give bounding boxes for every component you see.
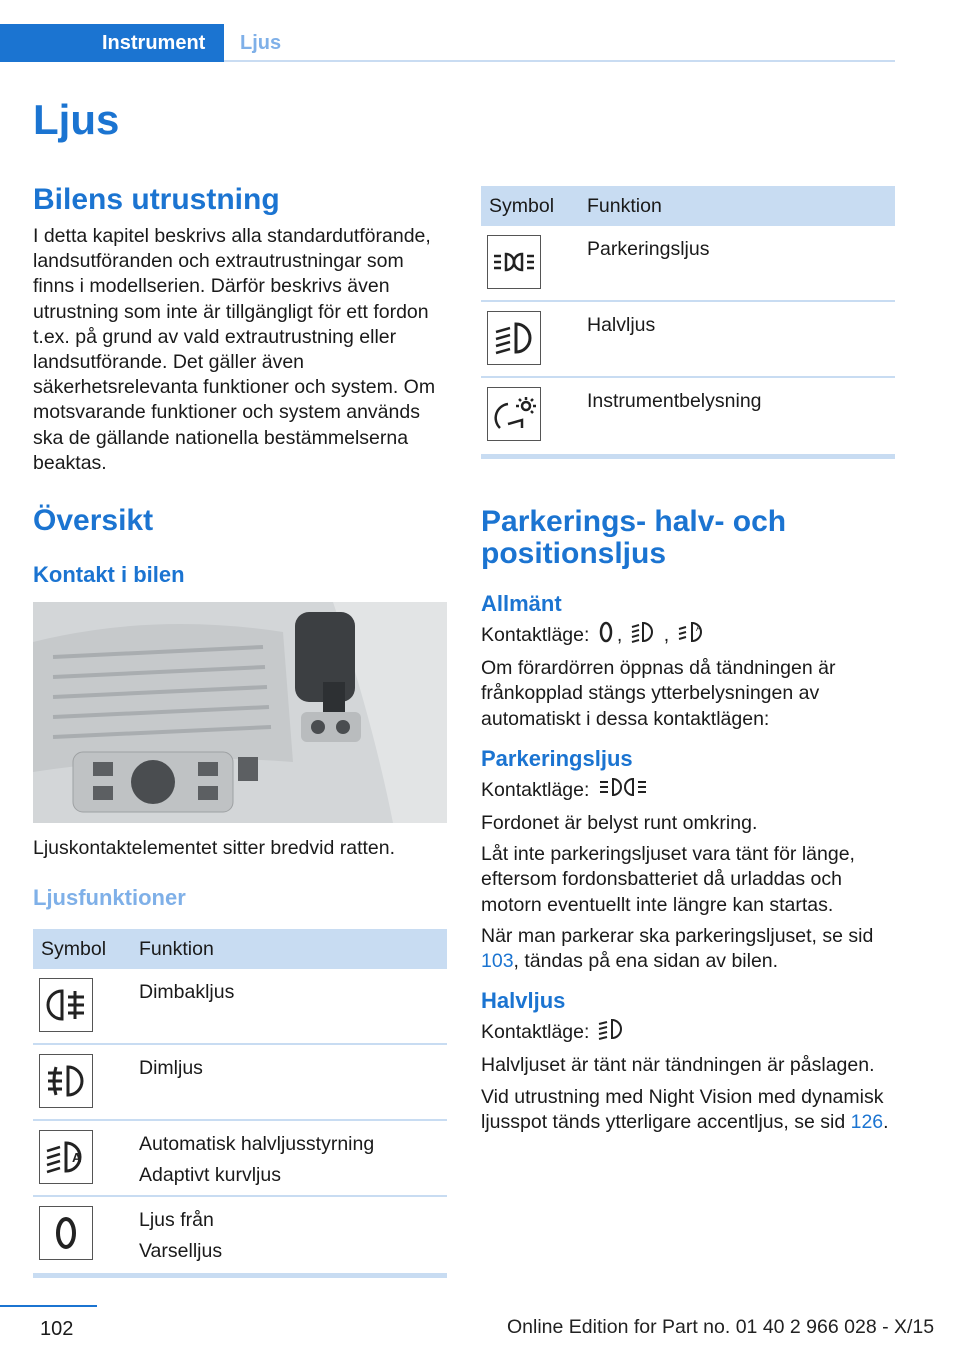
general-body: Om förardörren öppnas då tändningen är frånkopplad stängs ytterbelysningen av automatiskt i dessa kontaktlägen: bbox=[481, 657, 836, 730]
heading-line: positionsljus bbox=[481, 537, 667, 570]
parking-contact-line bbox=[481, 776, 897, 805]
front-fog-light-icon bbox=[39, 1054, 93, 1108]
lowbeam-contact-line bbox=[481, 1018, 897, 1047]
text: . bbox=[883, 1110, 889, 1133]
row-text: Automatisk halvljusstyrning bbox=[139, 1133, 375, 1155]
row-text: Parkeringsljus bbox=[587, 238, 710, 260]
table-row bbox=[33, 1045, 447, 1121]
col-symbol: Symbol bbox=[489, 194, 555, 217]
parking-light-icon bbox=[487, 235, 541, 289]
row-text: Varselljus bbox=[139, 1240, 223, 1262]
lowbeam-p2 bbox=[481, 1085, 897, 1135]
col-symbol: Symbol bbox=[41, 937, 107, 960]
equipment-heading: Bilens utrustning bbox=[33, 183, 280, 216]
table-row bbox=[33, 1121, 447, 1197]
heading-line: Parkerings- halv- och bbox=[481, 505, 787, 538]
overview-heading: Översikt bbox=[33, 504, 154, 537]
light-symbols-table bbox=[481, 186, 895, 459]
parking-p1: Fordonet är belyst runt omkring. bbox=[481, 812, 758, 835]
col-function: Funktion bbox=[587, 194, 662, 217]
page-link-126[interactable]: 126 bbox=[850, 1110, 884, 1133]
contact-label: Kontaktläge: bbox=[481, 1021, 590, 1043]
parking-heading: Parkeringsljus bbox=[481, 745, 633, 771]
contact-label: Kontaktläge: bbox=[481, 623, 590, 646]
edition-text: Online Edition for Part no. 01 40 2 966 028 - X/15 bbox=[507, 1316, 935, 1338]
text: , tändas på ena sidan av bilen. bbox=[513, 950, 779, 973]
parking-section-heading bbox=[481, 506, 895, 570]
table-end-rule bbox=[481, 454, 895, 459]
lowbeam-p1: Halvljuset är tänt när tändningen är påslagen. bbox=[481, 1054, 875, 1077]
rear-fog-light-icon bbox=[39, 978, 93, 1032]
parking-section-body bbox=[481, 591, 897, 1135]
equipment-body: I detta kapitel beskrivs alla standardutförande, landsutföranden och extrautrustningar som finns i modellserien. Därför beskrivs även utrustning som inte är tillgängligt för ett fordon t.ex. på grund av vald extrautrustning eller landsutförande. Det gäller även säkerhetsrelevanta funktioner och system. Om motsvarande funktioner och system används ska de gällande nationella bestämmelserna beaktas. bbox=[33, 225, 436, 474]
row-text: Dimbakljus bbox=[139, 981, 235, 1003]
general-contact-line bbox=[481, 621, 897, 650]
table-header bbox=[481, 186, 895, 226]
table-end-rule bbox=[33, 1273, 447, 1278]
row-text: Instrumentbelysning bbox=[587, 390, 762, 412]
page-number: 102 bbox=[40, 1318, 74, 1340]
section-equipment bbox=[33, 184, 449, 476]
instrument-lighting-icon bbox=[487, 387, 541, 441]
lights-off-icon bbox=[39, 1206, 93, 1260]
tab-ljus[interactable]: Ljus bbox=[240, 32, 282, 54]
table-row bbox=[33, 1197, 447, 1273]
row-text: Dimljus bbox=[139, 1057, 203, 1079]
auto-low-beam-icon bbox=[39, 1130, 93, 1184]
table-header bbox=[33, 929, 447, 969]
text: När man parkerar ska parkeringsljuset, se sid bbox=[481, 924, 874, 947]
functions-heading: Ljusfunktioner bbox=[33, 885, 186, 910]
lights-off-icon bbox=[598, 621, 614, 650]
svg-text:A: A bbox=[72, 1150, 82, 1165]
light-functions-table bbox=[33, 929, 447, 1278]
separator: , bbox=[663, 623, 670, 646]
parking-p3 bbox=[481, 924, 897, 974]
table-row bbox=[33, 969, 447, 1045]
footer-rule bbox=[0, 1305, 97, 1307]
overview-subheading: Kontakt i bilen bbox=[33, 562, 185, 587]
light-switch-photo bbox=[33, 602, 447, 823]
low-beam-icon bbox=[598, 1018, 628, 1047]
page-title: Ljus bbox=[33, 96, 120, 143]
general-heading: Allmänt bbox=[481, 591, 562, 616]
table-row bbox=[481, 302, 895, 378]
parking-p2: Låt inte parkeringsljuset vara tänt för länge, eftersom fordonsbatteriet då urladdas och motorn eventuellt inte längre kan startas. bbox=[481, 843, 855, 916]
auto-low-beam-icon bbox=[678, 621, 708, 650]
col-function: Funktion bbox=[139, 937, 214, 960]
svg-text:A: A bbox=[695, 624, 701, 633]
header-divider bbox=[224, 60, 895, 62]
table-row bbox=[481, 226, 895, 302]
parking-light-icon bbox=[631, 621, 661, 650]
row-text: Adaptivt kurvljus bbox=[139, 1164, 281, 1186]
separator: , bbox=[616, 623, 623, 646]
parking-light-icon bbox=[598, 776, 648, 805]
page-link-103[interactable]: 103 bbox=[481, 950, 514, 973]
lowbeam-heading: Halvljus bbox=[481, 988, 566, 1014]
photo-caption: Ljuskontaktelementet sitter bredvid ratten. bbox=[33, 837, 396, 859]
contact-label: Kontaktläge: bbox=[481, 778, 590, 801]
row-text: Halvljus bbox=[587, 314, 656, 336]
table-row bbox=[481, 378, 895, 454]
tab-instrument[interactable]: Instrument bbox=[102, 32, 206, 54]
text: Vid utrustning med Night Vision med dynamisk ljusspot tänds ytterligare accentljus, se sid bbox=[481, 1085, 884, 1133]
row-text: Ljus från bbox=[139, 1209, 214, 1231]
low-beam-icon bbox=[487, 311, 541, 365]
